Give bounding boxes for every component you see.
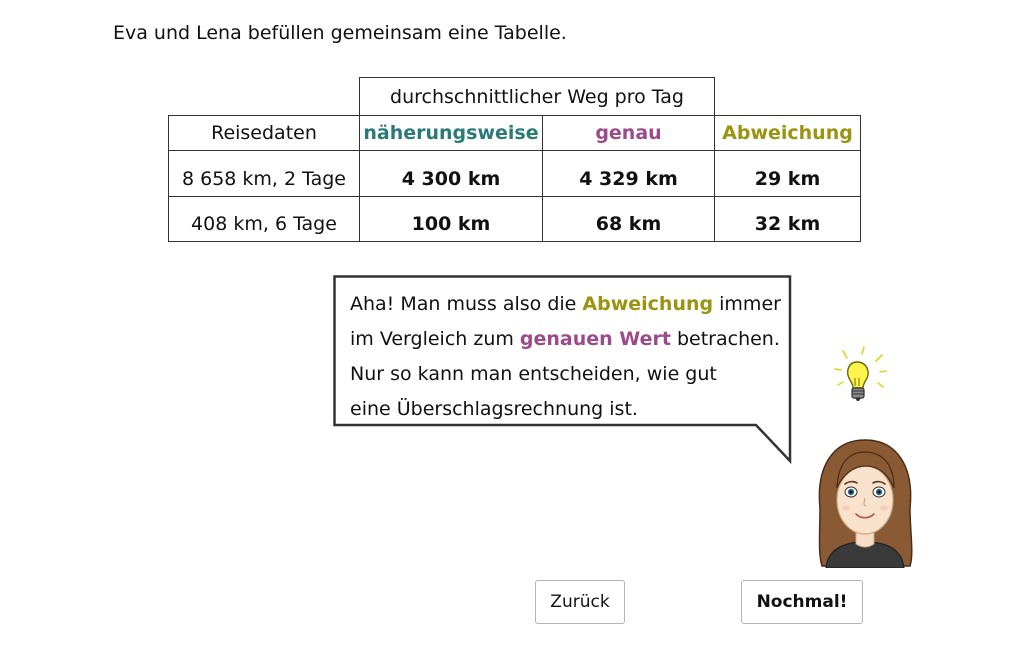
bubble-line bbox=[350, 287, 781, 322]
table-cell-genau: 68 km bbox=[542, 197, 714, 242]
table-cell-abweichung: 29 km bbox=[714, 151, 861, 197]
table-cell-naeherung: 4 300 km bbox=[359, 151, 542, 197]
bubble-text-segment: im Vergleich zum bbox=[350, 328, 520, 350]
header-reisedaten: Reisedaten bbox=[168, 115, 359, 151]
back-button[interactable]: Zurück bbox=[535, 580, 625, 624]
bubble-line: Nur so kann man entscheiden, wie gut bbox=[350, 363, 717, 385]
highlight-genauer-wert: genauen Wert bbox=[519, 328, 671, 350]
intro-text: Eva und Lena befüllen gemeinsam eine Tabelle. bbox=[113, 22, 567, 44]
bubble-text-segment: immer bbox=[713, 293, 781, 315]
table-cell-genau: 4 329 km bbox=[542, 151, 714, 197]
bubble-text-segment: Aha! Man muss also die bbox=[350, 293, 583, 315]
speech-bubble-text bbox=[350, 287, 781, 427]
bubble-line: eine Überschlagsrechnung ist. bbox=[350, 398, 638, 420]
header-abweichung: Abweichung bbox=[714, 115, 861, 151]
bubble-text-segment: betrachen. bbox=[670, 328, 780, 350]
table-cell-reisedaten: 408 km, 6 Tage bbox=[168, 197, 359, 242]
table-cell-reisedaten: 8 658 km, 2 Tage bbox=[168, 151, 359, 197]
header-naeherungsweise: näherungsweise bbox=[359, 115, 542, 151]
girl-avatar-icon bbox=[810, 438, 920, 568]
speech-bubble bbox=[333, 275, 791, 425]
header-genau: genau bbox=[542, 115, 714, 151]
again-button[interactable]: Nochmal! bbox=[741, 580, 863, 624]
table-cell-abweichung: 32 km bbox=[714, 197, 861, 242]
table-group-header: durchschnittlicher Weg pro Tag bbox=[359, 77, 715, 115]
table-cell-naeherung: 100 km bbox=[359, 197, 542, 242]
highlight-abweichung: Abweichung bbox=[582, 293, 714, 315]
lightbulb-icon bbox=[830, 345, 890, 411]
bubble-line bbox=[350, 322, 781, 357]
